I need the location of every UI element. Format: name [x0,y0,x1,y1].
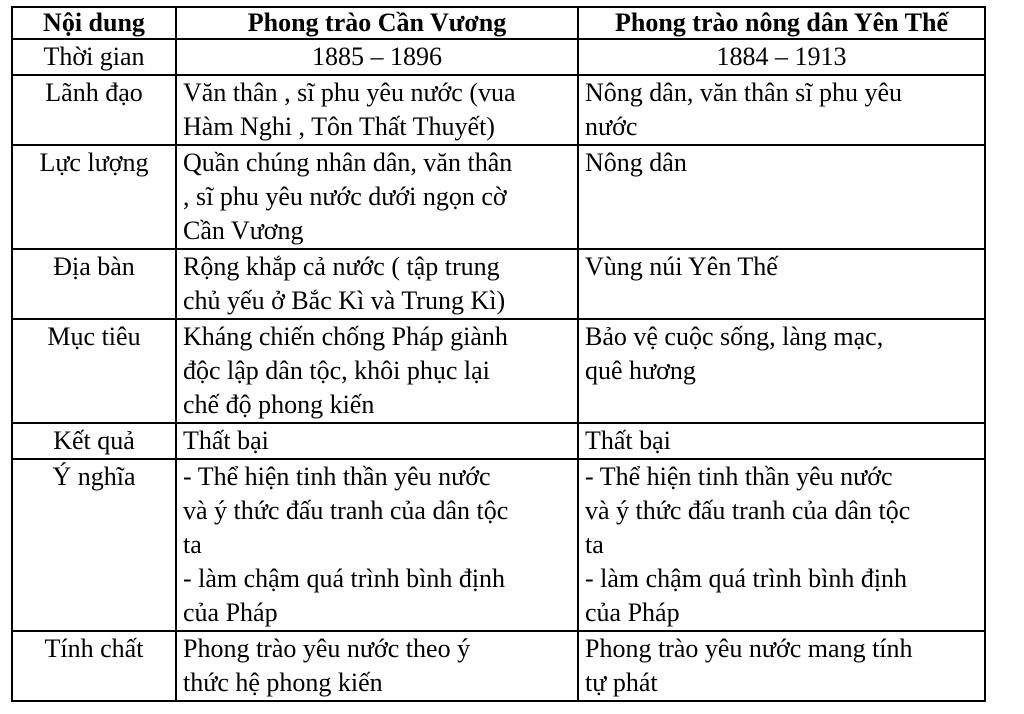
table-row [12,423,985,459]
header-row [12,7,985,39]
cell-line: ta [183,530,202,559]
cell-line: - Thể hiện tinh thần yêu nước [183,462,491,491]
row-label-result: Kết quả [12,423,176,459]
cell-line: 1884 – 1913 [716,42,847,71]
cell-line: Quần chúng nhân dân, văn thân [183,148,513,177]
row-label-significance: Ý nghĩa [12,459,176,631]
cell-line: Bảo vệ cuộc sống, làng mạc, [585,322,884,351]
cell-line: chủ yếu ở Bắc Kì và Trung Kì) [183,286,506,315]
table-row [12,631,985,701]
cell-line: Vùng núi Yên Thế [585,252,778,281]
goal-can-vuong [176,319,578,423]
cell-line: , sĩ phu yêu nước dưới ngọn cờ [183,182,507,211]
cell-line: tự phát [585,668,658,697]
cell-line: độc lập dân tộc, khôi phục lại [183,356,490,385]
nature-yen-the [578,631,985,701]
row-label-goal: Mục tiêu [12,319,176,423]
goal-yen-the [578,319,985,423]
table-row [12,319,985,423]
result-yen-the [578,423,985,459]
table-row [12,249,985,319]
cell-line: của Pháp [183,598,278,627]
cell-line: Phong trào yêu nước mang tính [585,634,913,663]
leadership-yen-the [578,75,985,145]
cell-line: Nông dân, văn thân sĩ phu yêu [585,78,903,107]
row-label-time: Thời gian [12,39,176,75]
table-row [12,145,985,249]
cell-line: Thất bại [183,426,269,455]
table-row [12,39,985,75]
header-yen-the: Phong trào nông dân Yên Thế [578,7,985,39]
area-can-vuong [176,249,578,319]
table-row [12,459,985,631]
time-can-vuong [176,39,578,75]
cell-line: ta [585,530,604,559]
cell-line: và ý thức đấu tranh của dân tộc [585,496,911,525]
forces-can-vuong [176,145,578,249]
cell-line: Nông dân [585,148,687,177]
cell-line: Cần Vương [183,216,304,245]
cell-line: Thất bại [585,426,671,455]
cell-line: Kháng chiến chống Pháp giành [183,322,508,351]
cell-line: Rộng khắp cả nước ( tập trung [183,252,500,281]
significance-yen-the [578,459,985,631]
cell-line: Phong trào yêu nước theo ý [183,634,471,663]
header-can-vuong: Phong trào Cần Vương [176,7,578,39]
cell-line: của Pháp [585,598,680,627]
forces-yen-the [578,145,985,249]
leadership-can-vuong [176,75,578,145]
nature-can-vuong [176,631,578,701]
cell-line: chế độ phong kiến [183,390,375,419]
table-row [12,75,985,145]
cell-line: 1885 – 1896 [312,42,442,71]
time-yen-the [578,39,985,75]
row-label-leadership: Lãnh đạo [12,75,176,145]
header-content: Nội dung [12,7,176,39]
significance-can-vuong [176,459,578,631]
row-label-nature: Tính chất [12,631,176,701]
row-label-area: Địa bàn [12,249,176,319]
cell-line: Văn thân , sĩ phu yêu nước (vua [183,78,516,107]
cell-line: - làm chậm quá trình bình định [585,564,908,593]
cell-line: quê hương [585,356,696,385]
cell-line: nước [585,112,638,141]
comparison-table [11,6,986,702]
result-can-vuong [176,423,578,459]
cell-line: và ý thức đấu tranh của dân tộc [183,496,509,525]
cell-line: - Thể hiện tinh thần yêu nước [585,462,893,491]
area-yen-the [578,249,985,319]
row-label-forces: Lực lượng [12,145,176,249]
cell-line: - làm chậm quá trình bình định [183,564,506,593]
cell-line: Hàm Nghi , Tôn Thất Thuyết) [183,112,495,141]
cell-line: thức hệ phong kiến [183,668,383,697]
